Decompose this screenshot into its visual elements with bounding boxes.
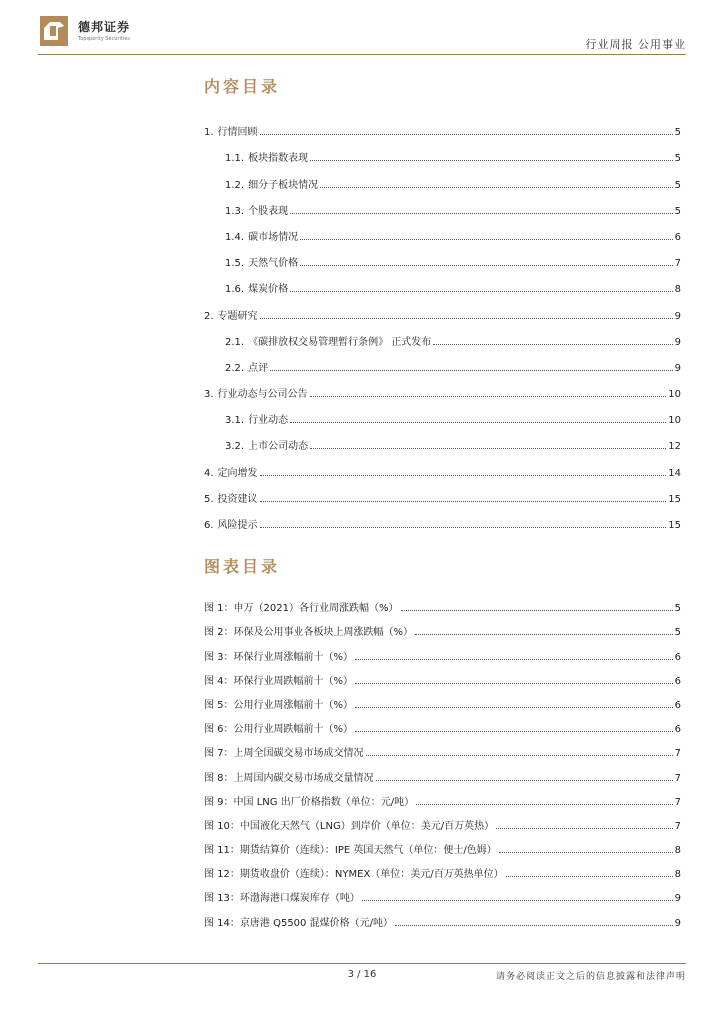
toc-entry[interactable] bbox=[204, 614, 681, 638]
toc-entry-label bbox=[225, 149, 308, 164]
toc-entry-text: 图 12：期货收盘价（连续）：NYMEX（单位：美元/百万英热单位） bbox=[204, 869, 504, 881]
toc-entry-number: 5. bbox=[204, 493, 214, 505]
toc-entry-label bbox=[204, 623, 413, 638]
toc-entry-text: 专题研究 bbox=[217, 310, 258, 322]
toc-entry[interactable] bbox=[204, 426, 681, 452]
toc-entry[interactable] bbox=[204, 687, 681, 711]
toc-entry-page: 14 bbox=[668, 467, 681, 479]
dot-leader bbox=[290, 421, 666, 423]
toc-entry-page: 6 bbox=[674, 231, 681, 243]
toc-entry-page: 5 bbox=[674, 153, 681, 165]
toc-entry[interactable] bbox=[204, 479, 681, 505]
toc-entry-number: 6. bbox=[204, 520, 214, 531]
toc-entry-text: 风险提示 bbox=[217, 520, 258, 531]
toc-entry-page: 10 bbox=[668, 415, 681, 427]
toc-entry-text: 行业动态与公司公告 bbox=[217, 389, 308, 401]
logo-name: 德邦证券 bbox=[78, 20, 131, 34]
toc-entry[interactable] bbox=[204, 759, 681, 783]
toc-entry-number: 4. bbox=[204, 467, 214, 479]
company-logo bbox=[38, 14, 148, 48]
toc-entry[interactable] bbox=[204, 400, 681, 426]
dot-leader bbox=[506, 875, 673, 877]
toc-entry-page: 7 bbox=[674, 820, 681, 832]
toc-entry[interactable] bbox=[204, 164, 681, 190]
toc-entry-label bbox=[204, 464, 258, 479]
toc-entry-label bbox=[204, 672, 353, 687]
dot-leader bbox=[355, 730, 673, 732]
toc-entry-text: 天然气价格 bbox=[248, 258, 299, 270]
dot-leader bbox=[395, 924, 673, 926]
dot-leader bbox=[260, 526, 667, 528]
toc-entry-number: 2.1. bbox=[225, 336, 245, 348]
toc-entry-number: 3.2. bbox=[225, 441, 245, 453]
toc-entry[interactable] bbox=[204, 880, 681, 904]
toc-entry-text: 个股表现 bbox=[248, 205, 289, 217]
dot-leader bbox=[260, 317, 673, 319]
toc-entry-number: 1.3. bbox=[225, 205, 245, 217]
toc-entry-label bbox=[204, 769, 374, 784]
toc-entry-text: 定向增发 bbox=[217, 467, 258, 479]
toc-entry[interactable] bbox=[204, 856, 681, 880]
toc-entry[interactable] bbox=[204, 191, 681, 217]
toc-entry[interactable] bbox=[204, 904, 681, 928]
toc-entry-page: 15 bbox=[668, 493, 681, 505]
dot-leader bbox=[433, 343, 672, 345]
dot-leader bbox=[355, 658, 673, 660]
toc-entry-page: 9 bbox=[674, 362, 681, 374]
dot-leader bbox=[260, 500, 667, 502]
toc-entry-page: 8 bbox=[674, 284, 681, 296]
toc-entry-label bbox=[225, 411, 288, 426]
toc-entry-page: 8 bbox=[674, 845, 681, 857]
dot-leader bbox=[496, 827, 673, 829]
toc-entry-page: 8 bbox=[674, 869, 681, 881]
dot-leader bbox=[355, 682, 673, 684]
toc-entry-label bbox=[204, 720, 353, 735]
dot-leader bbox=[320, 186, 673, 188]
dot-leader bbox=[355, 706, 673, 708]
toc-entry-label bbox=[204, 123, 258, 138]
toc-entry-text: 图 4：环保行业周跌幅前十（%） bbox=[204, 675, 354, 687]
figures-list bbox=[204, 590, 681, 929]
dot-leader bbox=[415, 633, 673, 635]
toc-entry[interactable] bbox=[204, 663, 681, 687]
dot-leader bbox=[310, 447, 666, 449]
toc-entry-page: 7 bbox=[674, 748, 681, 760]
dot-leader bbox=[362, 899, 673, 901]
toc-entry-page: 9 bbox=[674, 917, 681, 929]
toc-entry-text: 图 6：公用行业周跌幅前十（%） bbox=[204, 724, 354, 736]
toc-entry-page: 15 bbox=[668, 520, 681, 531]
dot-leader bbox=[270, 369, 673, 371]
toc-entry[interactable] bbox=[204, 112, 681, 138]
toc-entry[interactable] bbox=[204, 735, 681, 759]
contents-title: 内容目录 bbox=[204, 77, 281, 96]
toc-entry-text: 图 13：环渤海港口煤炭库存（吨） bbox=[204, 893, 360, 905]
toc-entry-label bbox=[204, 744, 364, 759]
toc-entry[interactable] bbox=[204, 348, 681, 374]
toc-entry-page: 5 bbox=[674, 179, 681, 191]
toc-entry-number: 3. bbox=[204, 389, 214, 401]
toc-entry-label bbox=[204, 914, 393, 929]
toc-entry[interactable] bbox=[204, 138, 681, 164]
toc-entry-page: 7 bbox=[674, 796, 681, 808]
toc-entry-page: 6 bbox=[674, 699, 681, 711]
toc-entry-text: 图 5：公用行业周涨幅前十（%） bbox=[204, 699, 354, 711]
toc-entry[interactable] bbox=[204, 638, 681, 662]
toc-entry-page: 5 bbox=[674, 127, 681, 139]
toc-entry-label bbox=[225, 254, 298, 269]
dot-leader bbox=[376, 779, 673, 781]
toc-entry-text: 图 8：上周国内碳交易市场成交量情况 bbox=[204, 772, 374, 784]
toc-entry-label bbox=[225, 202, 288, 217]
toc-entry[interactable] bbox=[204, 832, 681, 856]
toc-entry[interactable] bbox=[204, 243, 681, 269]
toc-entry-page: 6 bbox=[674, 675, 681, 687]
dot-leader bbox=[310, 159, 673, 161]
toc-entry-page: 9 bbox=[674, 893, 681, 905]
toc-entry-number: 1.2. bbox=[225, 179, 245, 191]
dot-leader bbox=[300, 238, 673, 240]
toc-entry-number: 1.4. bbox=[225, 231, 245, 243]
toc-entry-number: 1.1. bbox=[225, 153, 245, 165]
dot-leader bbox=[416, 803, 673, 805]
toc-entry-label bbox=[225, 176, 318, 191]
toc-entry-label bbox=[225, 280, 288, 295]
toc-entry-label bbox=[204, 648, 353, 663]
toc-entry-text: 行业动态 bbox=[248, 415, 289, 427]
dot-leader bbox=[310, 395, 667, 397]
dot-leader bbox=[260, 474, 667, 476]
toc-entry-text: 行情回顾 bbox=[217, 127, 258, 139]
toc-entry-text: 板块指数表现 bbox=[248, 153, 309, 165]
toc-entry-label bbox=[204, 516, 258, 531]
logo-subtitle: Topsperity Securities bbox=[78, 36, 130, 42]
toc-entry[interactable] bbox=[204, 505, 681, 531]
toc-entry-text: 碳市场情况 bbox=[248, 231, 299, 243]
toc-entry-label bbox=[225, 333, 431, 348]
page-indicator: 3 / 16 bbox=[347, 969, 377, 980]
toc-entry-label bbox=[204, 385, 308, 400]
toc-entry-text: 细分子板块情况 bbox=[248, 179, 319, 191]
toc-entry-text: 图 11：期货结算价（连续）：IPE 英国天然气（单位：便士/色姆） bbox=[204, 845, 497, 857]
report-category: 行业周报 公用事业 bbox=[585, 38, 686, 51]
toc-entry[interactable] bbox=[204, 452, 681, 478]
toc-entry-number: 3.1. bbox=[225, 415, 245, 427]
logo-mark-icon bbox=[38, 14, 70, 48]
toc-entry-page: 5 bbox=[674, 205, 681, 217]
toc-entry-page: 9 bbox=[674, 336, 681, 348]
toc-entry-page: 7 bbox=[674, 258, 681, 270]
toc-entry-number: 2. bbox=[204, 310, 214, 322]
toc-entry-number: 1.6. bbox=[225, 284, 245, 296]
toc-entry-page: 6 bbox=[674, 651, 681, 663]
toc-entry[interactable] bbox=[204, 590, 681, 614]
toc-entry[interactable] bbox=[204, 269, 681, 295]
toc-entry-text: 煤炭价格 bbox=[248, 284, 289, 296]
toc-entry-label bbox=[204, 599, 399, 614]
toc-entry-text: 上市公司动态 bbox=[248, 441, 309, 453]
toc-entry-label bbox=[225, 437, 308, 452]
figures-title: 图表目录 bbox=[204, 557, 281, 576]
toc-entry[interactable] bbox=[204, 711, 681, 735]
footer-divider bbox=[38, 963, 686, 964]
toc-entry-label bbox=[225, 359, 268, 374]
dot-leader bbox=[366, 754, 673, 756]
dot-leader bbox=[499, 851, 673, 853]
toc-entry-number: 1.5. bbox=[225, 258, 245, 270]
toc-entry-text: 《碳排放权交易管理暂行条例》 正式发布 bbox=[248, 336, 432, 348]
toc-entry[interactable] bbox=[204, 322, 681, 348]
toc-entry[interactable] bbox=[204, 217, 681, 243]
footer-disclaimer: 请务必阅读正文之后的信息披露和法律声明 bbox=[495, 972, 686, 982]
toc-entry-text: 图 2：环保及公用事业各板块上周涨跌幅（%） bbox=[204, 627, 414, 639]
toc-entry[interactable] bbox=[204, 784, 681, 808]
toc-entry-label bbox=[204, 889, 360, 904]
toc-entry-text: 投资建议 bbox=[217, 493, 258, 505]
toc-entry-label bbox=[204, 307, 258, 322]
toc-entry-text: 图 3：环保行业周涨幅前十（%） bbox=[204, 651, 354, 663]
toc-entry-page: 7 bbox=[674, 772, 681, 784]
toc-entry-text: 图 9：中国 LNG 出厂价格指数（单位：元/吨） bbox=[204, 796, 415, 808]
toc-entry-text: 图 14：京唐港 Q5500 混煤价格（元/吨） bbox=[204, 917, 393, 929]
contents-list bbox=[204, 112, 681, 531]
dot-leader bbox=[260, 133, 673, 135]
toc-entry-text: 图 7：上周全国碳交易市场成交情况 bbox=[204, 748, 364, 760]
dot-leader bbox=[401, 609, 673, 611]
toc-entry[interactable] bbox=[204, 374, 681, 400]
toc-entry[interactable] bbox=[204, 808, 681, 832]
toc-entry-page: 5 bbox=[674, 627, 681, 639]
toc-entry-page: 9 bbox=[674, 310, 681, 322]
toc-entry-text: 图 10：中国液化天然气（LNG）到岸价（单位：美元/百万英热） bbox=[204, 820, 495, 832]
page-header bbox=[0, 0, 724, 60]
toc-entry-page: 5 bbox=[674, 603, 681, 615]
header-divider bbox=[38, 54, 686, 55]
toc-entry-label bbox=[204, 865, 504, 880]
toc-entry-label bbox=[204, 817, 494, 832]
toc-entry-text: 点评 bbox=[248, 362, 269, 374]
toc-entry-label bbox=[225, 228, 298, 243]
dot-leader bbox=[290, 290, 673, 292]
toc-entry-label bbox=[204, 793, 414, 808]
toc-entry-label bbox=[204, 696, 353, 711]
toc-entry-number: 2.2. bbox=[225, 362, 245, 374]
dot-leader bbox=[300, 264, 673, 266]
dot-leader bbox=[290, 212, 673, 214]
toc-entry-label bbox=[204, 841, 497, 856]
toc-entry-label bbox=[204, 490, 258, 505]
toc-entry-number: 1. bbox=[204, 127, 214, 139]
toc-entry-text: 图 1：申万（2021）各行业周涨跌幅（%） bbox=[204, 603, 399, 615]
toc-entry[interactable] bbox=[204, 295, 681, 321]
toc-entry-page: 6 bbox=[674, 724, 681, 736]
toc-entry-page: 12 bbox=[668, 441, 681, 453]
toc-entry-page: 10 bbox=[668, 389, 681, 401]
